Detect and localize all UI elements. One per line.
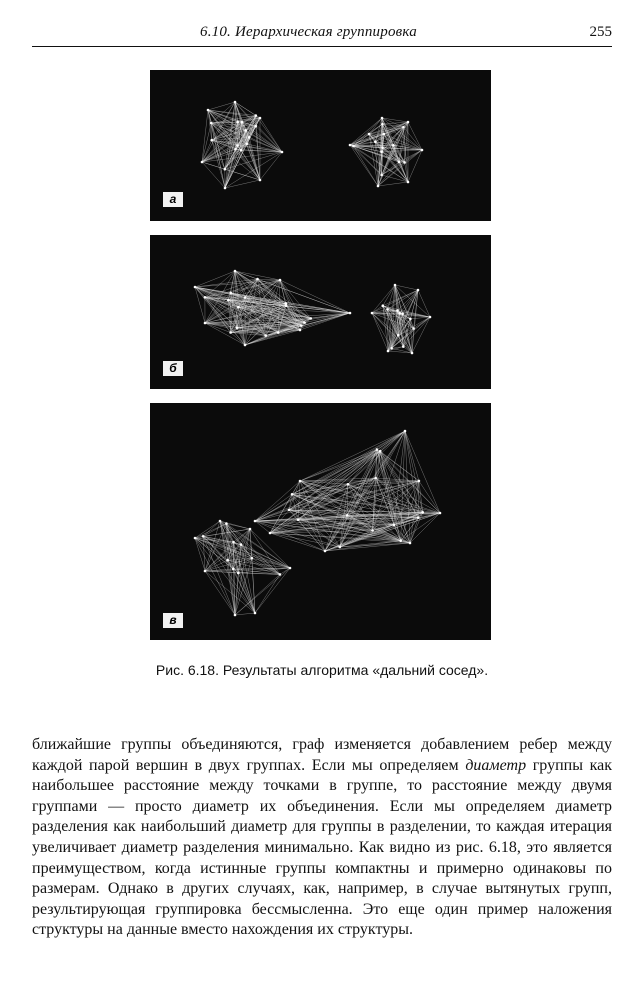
- graph-vertex: [237, 306, 240, 309]
- graph-edge: [395, 285, 418, 290]
- graph-vertex: [380, 150, 383, 153]
- graph-vertex: [383, 133, 386, 136]
- cluster-graph-a: [150, 70, 491, 221]
- graph-vertex: [259, 179, 262, 182]
- graph-vertex: [377, 185, 380, 188]
- graph-vertex: [386, 308, 389, 311]
- graph-edge: [289, 478, 376, 510]
- graph-vertex: [397, 334, 400, 337]
- cluster-c-large: [254, 430, 442, 553]
- graph-edge: [238, 573, 255, 613]
- graph-vertex: [381, 147, 384, 150]
- panel-label-a: а: [163, 192, 183, 207]
- graph-vertex: [349, 144, 352, 147]
- graph-vertex: [251, 557, 254, 560]
- panel-label-c: в: [163, 613, 183, 628]
- graph-vertex: [392, 144, 395, 147]
- graph-edge: [350, 145, 378, 186]
- graph-vertex: [289, 567, 292, 570]
- graph-vertex: [254, 520, 257, 523]
- cluster-graph-c: [150, 403, 491, 640]
- graph-edge: [255, 431, 405, 521]
- graph-vertex: [207, 109, 210, 112]
- graph-vertex: [249, 528, 252, 531]
- panel-label-b: б: [163, 361, 183, 376]
- graph-edge: [225, 180, 260, 188]
- graph-edge: [235, 613, 255, 615]
- graph-edge: [289, 510, 340, 547]
- graph-vertex: [421, 511, 424, 514]
- graph-vertex: [204, 570, 207, 573]
- graph-vertex: [371, 312, 374, 315]
- graph-edge: [404, 127, 423, 150]
- graph-vertex: [412, 327, 415, 330]
- graph-vertex: [226, 559, 229, 562]
- figure-panel-a: [150, 70, 491, 221]
- graph-edge: [255, 521, 340, 547]
- graph-edge: [408, 122, 422, 150]
- graph-vertex: [225, 522, 228, 525]
- graph-vertex: [346, 514, 349, 517]
- graph-edge: [255, 568, 290, 613]
- graph-vertex: [244, 344, 247, 347]
- graph-vertex: [204, 296, 207, 299]
- cluster-a-left: [201, 101, 284, 190]
- graph-vertex: [248, 136, 251, 139]
- graph-vertex: [236, 144, 239, 147]
- graph-vertex: [264, 334, 267, 337]
- graph-vertex: [324, 550, 327, 553]
- graph-vertex: [254, 125, 257, 128]
- graph-vertex: [403, 161, 406, 164]
- graph-vertex: [202, 535, 205, 538]
- graph-edge: [255, 494, 292, 521]
- graph-edge: [202, 110, 208, 162]
- graph-vertex: [339, 546, 342, 549]
- graph-edge: [398, 290, 419, 311]
- graph-edge: [382, 175, 408, 182]
- graph-vertex: [439, 512, 442, 515]
- figure-panel-b: [150, 235, 491, 389]
- graph-vertex: [402, 345, 405, 348]
- graph-vertex: [376, 448, 379, 451]
- graph-edge: [418, 290, 430, 317]
- graph-vertex: [194, 537, 197, 540]
- graph-vertex: [240, 149, 243, 152]
- graph-vertex: [279, 573, 282, 576]
- graph-edge: [289, 451, 380, 510]
- graph-vertex: [232, 568, 235, 571]
- graph-edge: [353, 118, 382, 146]
- graph-vertex: [224, 187, 227, 190]
- body-text-after-term: группы как наибольшее расстояние между точками в группе, то расстояние между двумя группами — просто диаметр их объединения. Если мы определяем диаметр разделения как наибольший диаметр для группы в разделении, то каждая итерация увеличивает диаметр разделения минимально. Как видно из рис. 6.18, это является преимуществом, когда истинные группы компактны и примерно одинаковы по размерам. Однако в других случаях, как, например, в случае вытянутых групп, результирующая группировка бессмысленна. Это еще один пример наложения структуры на данные вместо нахождения их структуры.: [32, 756, 612, 939]
- graph-vertex: [382, 304, 385, 307]
- graph-vertex: [246, 143, 249, 146]
- graph-vertex: [409, 542, 412, 545]
- graph-vertex: [236, 121, 239, 124]
- graph-vertex: [396, 309, 399, 312]
- cluster-graph-b: [150, 235, 491, 389]
- graph-vertex: [407, 121, 410, 124]
- graph-vertex: [407, 181, 410, 184]
- running-header: [32, 22, 612, 48]
- graph-vertex: [291, 493, 294, 496]
- graph-vertex: [429, 316, 432, 319]
- graph-edge: [399, 150, 422, 162]
- graph-vertex: [374, 477, 377, 480]
- graph-vertex: [229, 331, 232, 334]
- graph-edge: [414, 317, 430, 329]
- graph-vertex: [259, 117, 262, 120]
- graph-vertex: [277, 331, 280, 334]
- graph-vertex: [390, 347, 393, 350]
- graph-edge: [405, 431, 440, 513]
- graph-edge: [300, 313, 350, 330]
- graph-vertex: [399, 540, 402, 543]
- graph-vertex: [347, 483, 350, 486]
- graph-vertex: [387, 350, 390, 353]
- graph-vertex: [232, 541, 235, 544]
- graph-vertex: [234, 148, 237, 151]
- graph-vertex: [237, 572, 240, 575]
- graph-vertex: [234, 614, 237, 617]
- graph-vertex: [417, 289, 420, 292]
- graph-vertex: [194, 286, 197, 289]
- graph-vertex: [281, 151, 284, 154]
- graph-vertex: [269, 532, 272, 535]
- graph-vertex: [201, 161, 204, 164]
- graph-vertex: [245, 129, 248, 132]
- cluster-a-right: [349, 117, 424, 188]
- graph-vertex: [210, 122, 213, 125]
- graph-vertex: [279, 279, 282, 282]
- graph-edge: [250, 529, 290, 568]
- graph-vertex: [381, 117, 384, 120]
- term-diameter: диаметр: [465, 756, 527, 774]
- graph-vertex: [227, 299, 230, 302]
- graph-vertex: [349, 312, 352, 315]
- graph-vertex: [234, 270, 237, 273]
- graph-vertex: [398, 161, 401, 164]
- graph-vertex: [297, 519, 300, 522]
- graph-vertex: [285, 304, 288, 307]
- header-rule: [32, 46, 612, 47]
- graph-vertex: [402, 126, 405, 129]
- graph-vertex: [393, 524, 396, 527]
- graph-vertex: [303, 321, 306, 324]
- graph-edge: [260, 152, 282, 180]
- graph-vertex: [236, 326, 239, 329]
- body-text-before-term: ближайшие группы объединяются, граф изменяется добавлением ребер между каждой парой вершин в двух группах. Если мы определяем: [32, 736, 612, 774]
- graph-vertex: [379, 450, 382, 453]
- graph-edge: [298, 481, 300, 520]
- graph-edge: [235, 568, 290, 615]
- graph-vertex: [401, 312, 404, 315]
- graph-vertex: [409, 318, 412, 321]
- graph-vertex: [299, 329, 302, 332]
- figure-panel-c: [150, 403, 491, 640]
- cluster-b-compact: [371, 284, 432, 355]
- graph-vertex: [374, 141, 377, 144]
- graph-vertex: [380, 174, 383, 177]
- graph-vertex: [224, 168, 227, 171]
- graph-vertex: [241, 121, 244, 124]
- graph-vertex: [371, 529, 374, 532]
- graph-vertex: [234, 101, 237, 104]
- graph-vertex: [394, 284, 397, 287]
- graph-vertex: [368, 133, 371, 136]
- graph-vertex: [210, 139, 213, 142]
- graph-vertex: [254, 612, 257, 615]
- graph-vertex: [352, 145, 355, 148]
- section-title: 6.10. Иерархическая группировка: [200, 24, 417, 40]
- graph-vertex: [229, 292, 232, 295]
- graph-vertex: [204, 322, 207, 325]
- graph-edge: [270, 484, 348, 533]
- graph-vertex: [417, 516, 420, 519]
- graph-vertex: [256, 278, 259, 281]
- page-number: 255: [589, 24, 612, 40]
- figure-caption: Рис. 6.18. Результаты алгоритма «дальний сосед».: [155, 662, 489, 678]
- graph-vertex: [310, 317, 313, 320]
- graph-vertex: [255, 114, 258, 117]
- graph-vertex: [240, 543, 243, 546]
- graph-vertex: [244, 296, 247, 299]
- graph-vertex: [299, 480, 302, 483]
- graph-vertex: [418, 480, 421, 483]
- cluster-b-elongated: [194, 270, 352, 347]
- graph-vertex: [381, 123, 384, 126]
- graph-vertex: [421, 149, 424, 152]
- graph-vertex: [411, 352, 414, 355]
- graph-vertex: [288, 509, 291, 512]
- graph-edge: [205, 323, 245, 345]
- body-paragraph: [32, 735, 612, 941]
- graph-vertex: [300, 324, 303, 327]
- graph-vertex: [398, 312, 401, 315]
- graph-vertex: [404, 430, 407, 433]
- graph-vertex: [219, 520, 222, 523]
